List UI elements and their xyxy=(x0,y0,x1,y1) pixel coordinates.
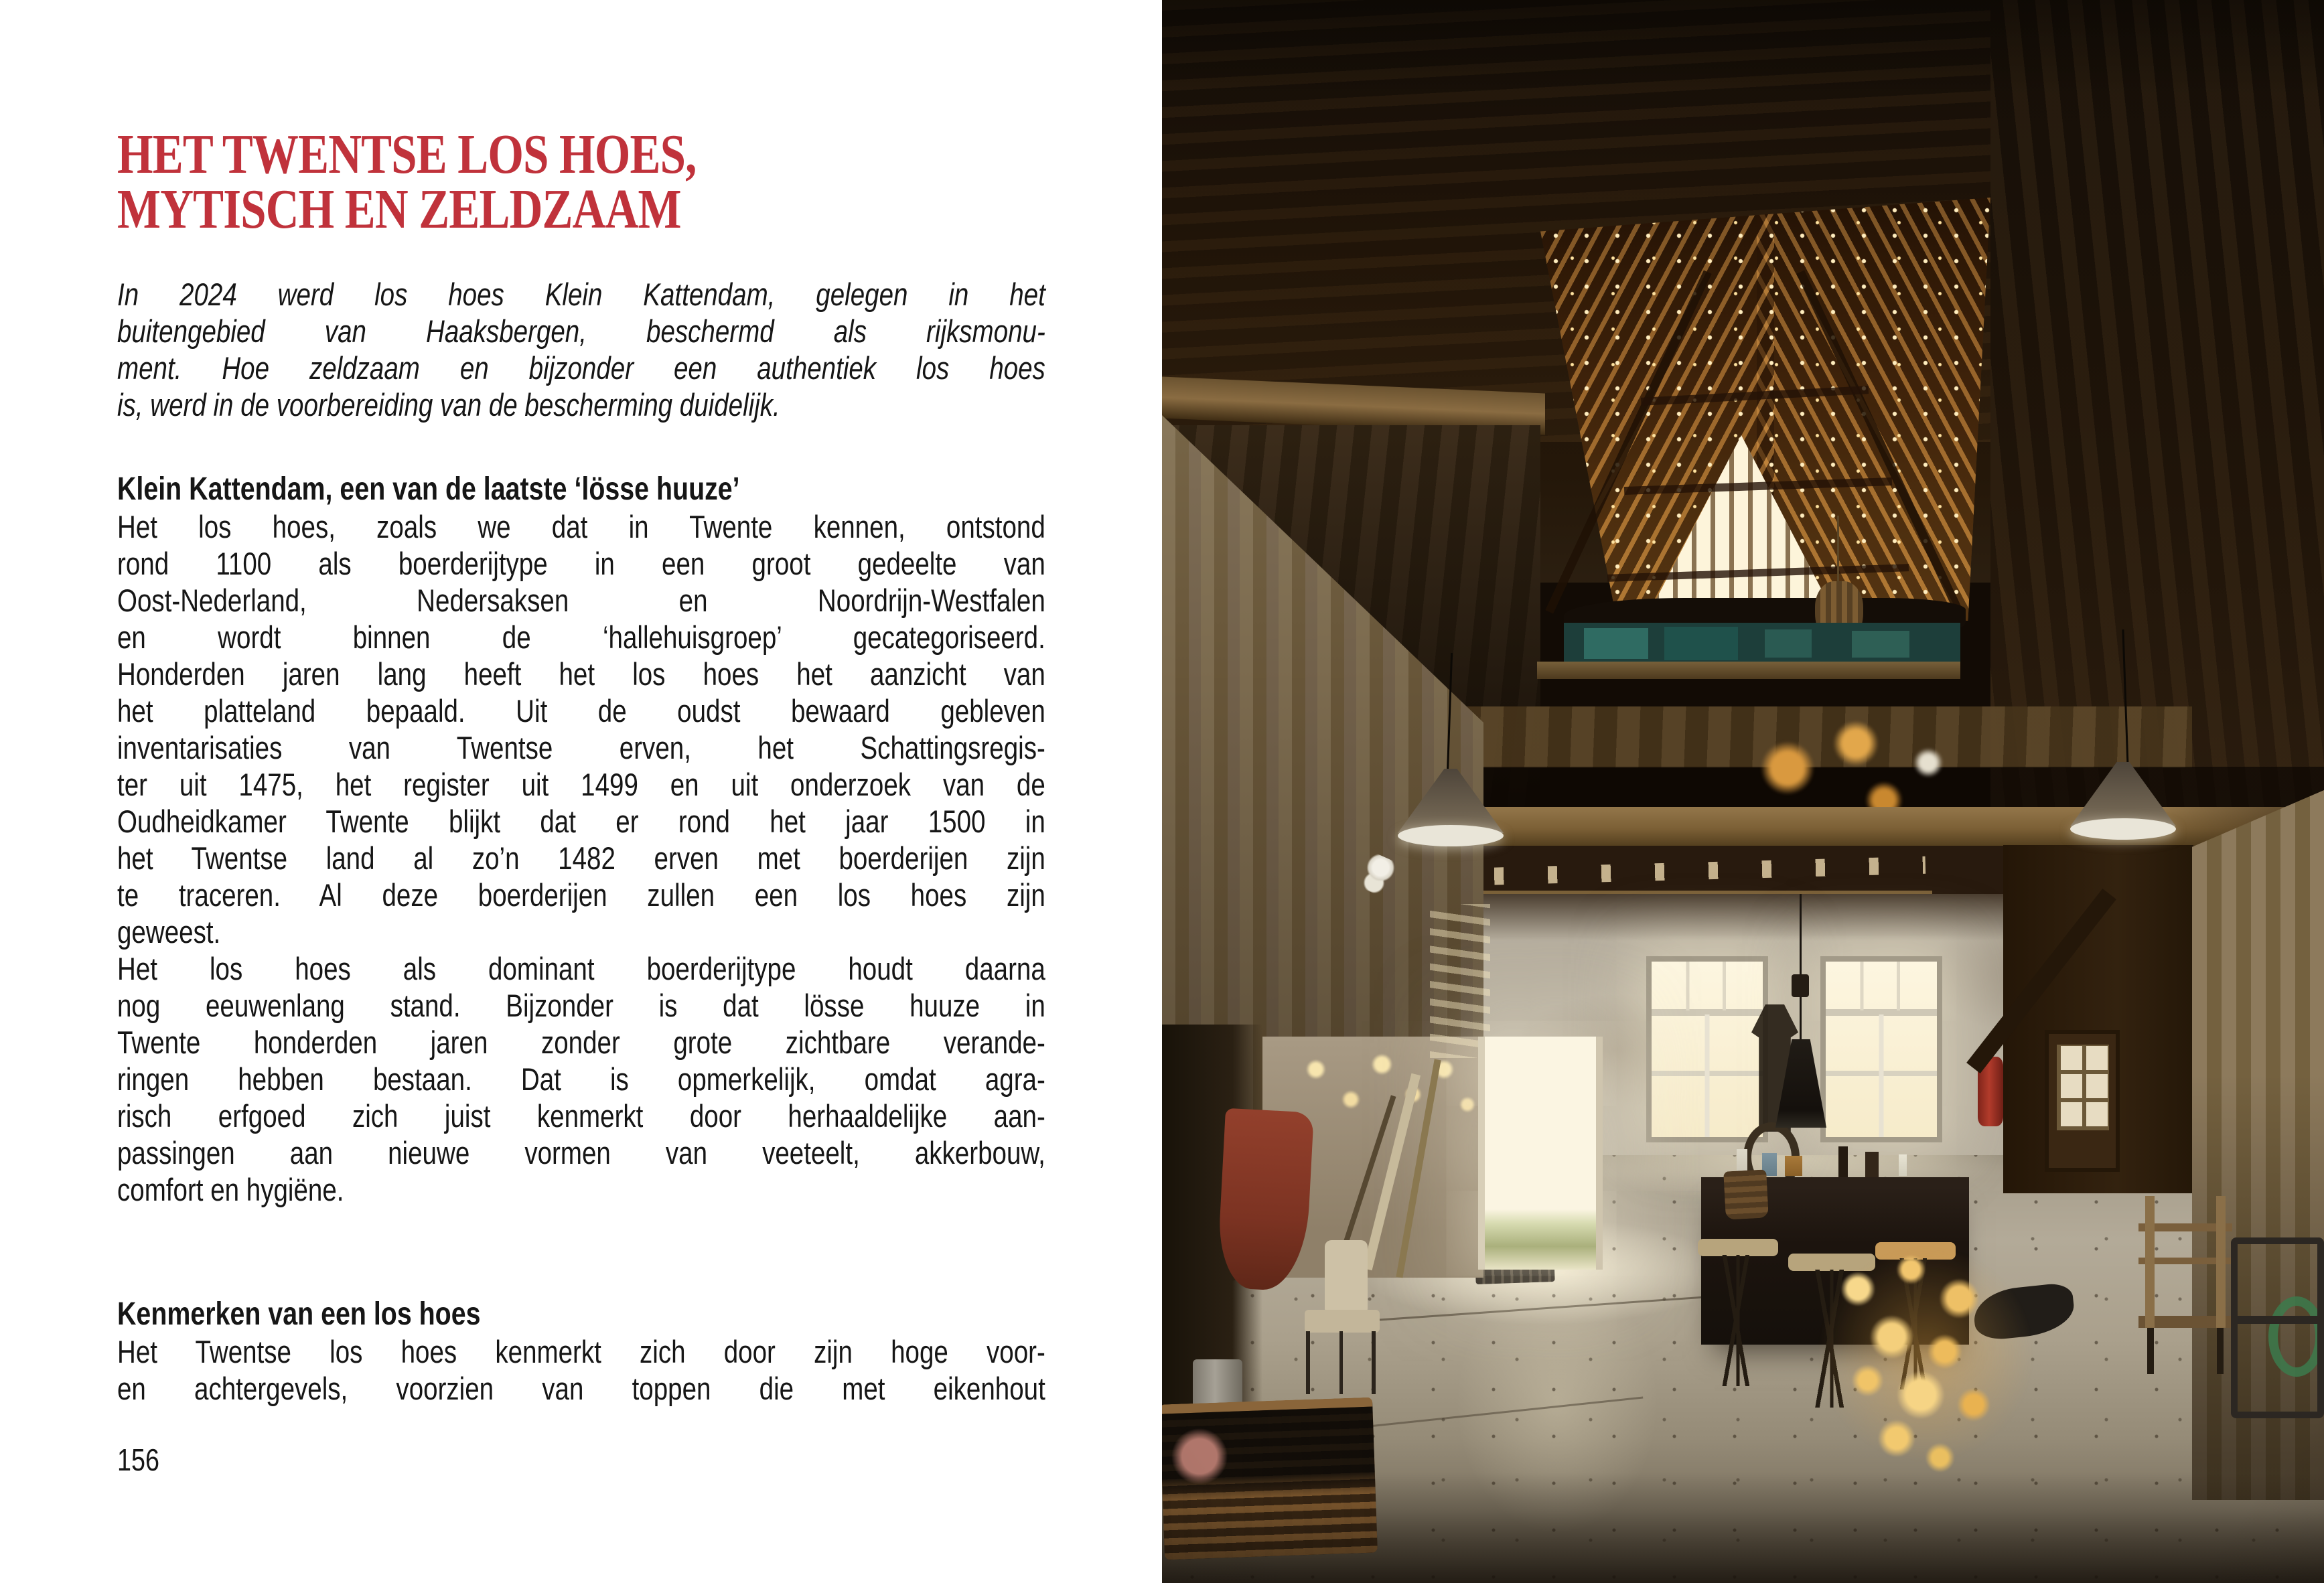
text-line: risch erfgoed zich juist kenmerkt door herhaaldelijke aan- xyxy=(117,1098,1045,1134)
text-line: Het los hoes, zoals we dat in Twente kennen, ontstond xyxy=(117,509,1045,544)
text-line: Oudheidkamer Twente blijkt dat er rond het jaar 1500 in xyxy=(117,804,1045,839)
pendant-lamp-right-rim xyxy=(2070,818,2176,840)
section-paragraph-2 xyxy=(117,1333,1045,1407)
stool-1 xyxy=(1698,1239,1778,1386)
article-column xyxy=(117,123,1045,1479)
text-line: Het los hoes als dominant boerderijtype houdt daarna xyxy=(117,951,1045,986)
section-paragraph-1 xyxy=(117,508,1045,1208)
window-lamp-cord xyxy=(1800,894,1802,1048)
section-heading-1: Klein Kattendam, een van de laatste ‘lösse huuze’ xyxy=(117,471,740,507)
text-line: passingen aan nieuwe vormen van veeteelt, akkerbouw, xyxy=(117,1135,1045,1171)
pendant-lamp-left-rim xyxy=(1398,825,1504,846)
text-line: inventarisaties van Twentse erven, het Schattingsregis- xyxy=(117,730,1045,765)
text-line: geweest. xyxy=(117,914,221,950)
back-door-window xyxy=(2057,1045,2109,1130)
text-line: buitengebied van Haaksbergen, beschermd als rijksmonu- xyxy=(117,313,1045,349)
page-number: 156 xyxy=(117,1442,159,1477)
stool-1-legs xyxy=(1698,1255,1778,1386)
metal-frame-chair xyxy=(2231,1237,2324,1418)
article-title xyxy=(117,123,1045,240)
barn-interior-photo xyxy=(1162,0,2324,1583)
text-line: ter uit 1475, het register uit 1499 en uit onderzoek van de xyxy=(117,767,1045,802)
section-heading-2: Kenmerken van een los hoes xyxy=(117,1296,481,1332)
chair-left xyxy=(1286,1240,1386,1394)
plank-ceiling-right xyxy=(1990,0,2324,807)
open-doorway-light xyxy=(1478,1037,1603,1270)
sunlight-stripes-wall xyxy=(1430,904,1490,1058)
chair-left-backrest xyxy=(1325,1240,1368,1315)
hanging-rope xyxy=(1837,516,1839,583)
sunlight-spots-floor xyxy=(1805,1246,2046,1487)
chair-left-legs xyxy=(1306,1331,1376,1394)
text-line: het platteland bepaald. Uit de oudst bewaard gebleven xyxy=(117,693,1045,729)
text-line: In 2024 werd los hoes Klein Kattendam, gelegen in het xyxy=(117,277,1045,312)
text-line: rond 1100 als boerderijtype in een groot gedeelte van xyxy=(117,546,1045,581)
wooden-chair-right xyxy=(2138,1196,2232,1374)
chair-left-seat xyxy=(1305,1310,1380,1333)
loft-shelf-boxes xyxy=(1564,623,1960,664)
text-line: en wordt binnen de ‘hallehuisgroep’ gecategoriseerd. xyxy=(117,619,1045,655)
text-line: is, werd in de voorbereiding van de bescherming duidelijk. xyxy=(117,387,780,423)
window-lamp-pulley xyxy=(1792,974,1809,997)
loft-shelf-edge xyxy=(1537,662,1960,679)
text-line: comfort en hygiëne. xyxy=(117,1172,344,1207)
text-line: Twente honderden jaren zonder grote zichtbare verande- xyxy=(117,1025,1045,1060)
text-line: Oost-Nederland, Nedersaksen en Noordrijn-Westfalen xyxy=(117,583,1045,618)
text-line: ment. Hoe zeldzaam en bijzonder een authentiek los hoes xyxy=(117,350,1045,386)
text-line: Het Twentse los hoes kenmerkt zich door zijn hoge voor- xyxy=(117,1334,1045,1369)
window-left xyxy=(1646,956,1768,1142)
text-line: te traceren. Al deze boerderijen zullen een los hoes zijn xyxy=(117,877,1045,913)
wicker-bin-on-table xyxy=(1723,1169,1769,1219)
text-line: ringen hebben bestaan. Dat is opmerkelijk, omdat agra- xyxy=(117,1061,1045,1097)
text-line: en achtergevels, voorzien van toppen die met eikenhout xyxy=(117,1371,1045,1406)
window-right xyxy=(1820,956,1942,1142)
text-line: het Twentse land al zo’n 1482 erven met boerderijen zijn xyxy=(117,840,1045,876)
intro-paragraph xyxy=(117,276,1045,423)
text-line: nog eeuwenlang stand. Bijzonder is dat lösse huuze in xyxy=(117,988,1045,1023)
article-title-line-2: MYTISCH EN ZELDZAAM xyxy=(117,178,681,240)
wicker-basket xyxy=(1162,1398,1378,1560)
article-title-line-1: HET TWENTSE LOS HOES, xyxy=(117,123,697,185)
text-line: Honderden jaren lang heeft het los hoes het aanzicht van xyxy=(117,656,1045,692)
